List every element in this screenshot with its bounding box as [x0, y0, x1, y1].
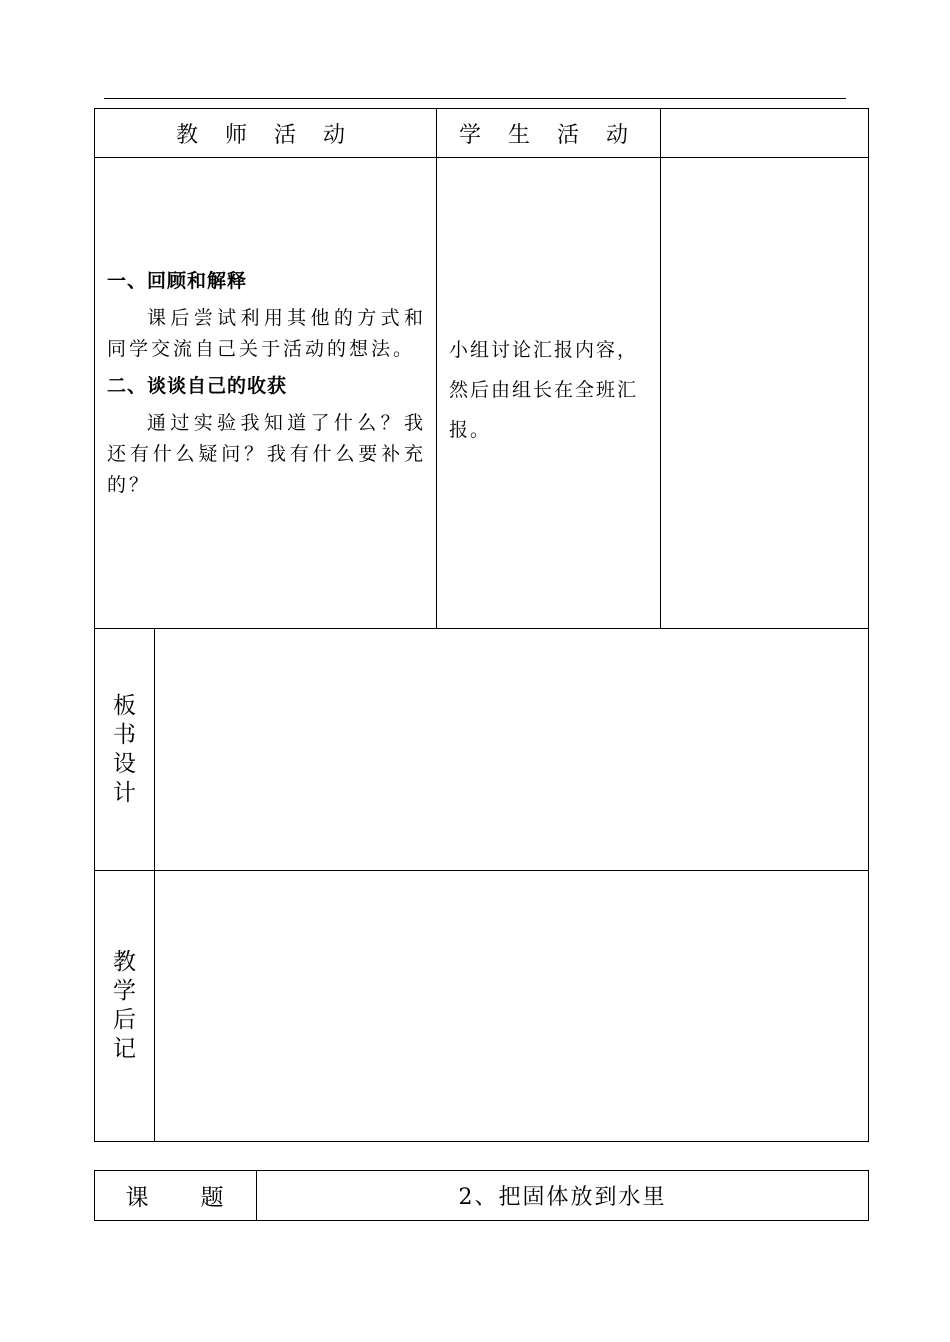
teacher-activity-cell — [95, 158, 437, 629]
label-char: 教 — [113, 949, 136, 975]
label-char: 后 — [113, 1007, 136, 1033]
activity-row — [95, 158, 869, 629]
board-design-content — [155, 629, 869, 871]
section-text-review: 课后尝试利用其他的方式和同学交流自己关于活动的想法。 — [107, 307, 427, 360]
board-design-row — [95, 629, 869, 871]
header-student-activity: 学 生 活 动 — [437, 109, 661, 158]
lesson-plan-table — [94, 108, 869, 1142]
label-char: 书 — [113, 721, 136, 748]
topic-label: 课 题 — [95, 1171, 257, 1221]
header-blank — [661, 109, 869, 158]
remarks-cell — [661, 158, 869, 629]
label-char: 学 — [113, 978, 136, 1004]
topic-table — [94, 1170, 869, 1221]
student-activity-text: 小组讨论汇报内容，然后由组长在全班汇报。 — [449, 339, 639, 441]
teaching-notes-row — [95, 871, 869, 1142]
label-char: 计 — [113, 779, 136, 806]
section-title-review: 一、回顾和解释 — [107, 270, 248, 292]
header-teacher-activity: 教 师 活 动 — [95, 109, 437, 158]
section-title-gains: 二、谈谈自己的收获 — [107, 375, 288, 397]
topic-value: 2、把固体放到水里 — [257, 1171, 869, 1221]
board-design-label — [95, 629, 155, 871]
top-rule — [104, 98, 846, 99]
header-row — [95, 109, 869, 158]
teaching-notes-label — [95, 871, 155, 1142]
student-activity-cell — [437, 158, 661, 629]
section-text-gains: 通过实验我知道了什么？我还有什么疑问？我有什么要补充的？ — [107, 412, 427, 496]
topic-row — [95, 1171, 869, 1221]
label-char: 记 — [113, 1036, 136, 1062]
label-char: 板 — [113, 692, 136, 719]
label-char: 设 — [113, 750, 136, 777]
teaching-notes-content — [155, 871, 869, 1142]
